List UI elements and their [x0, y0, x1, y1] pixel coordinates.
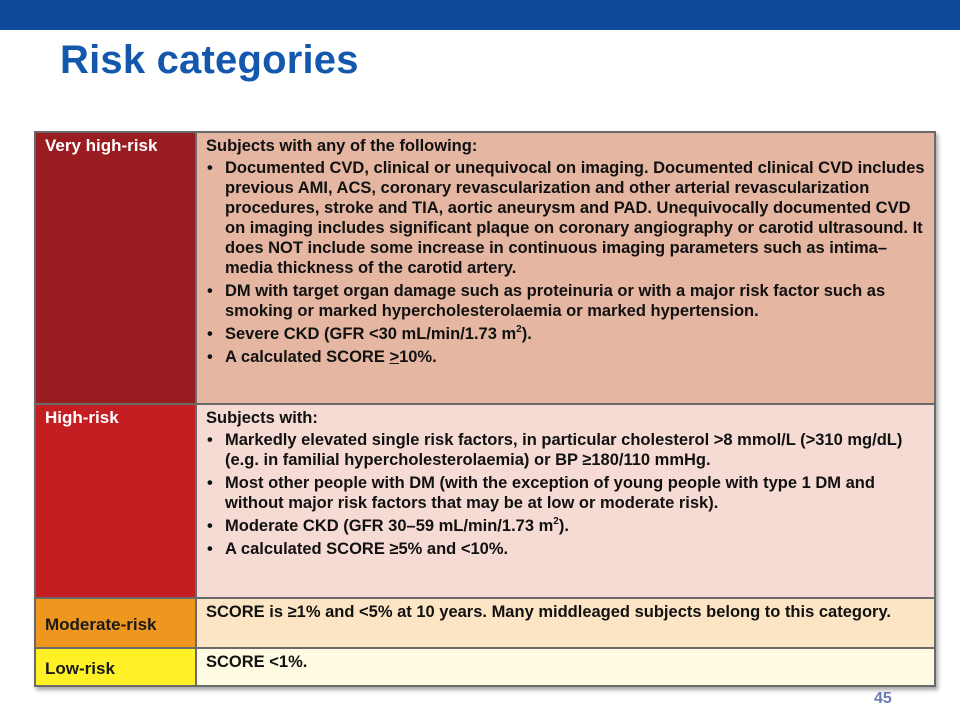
- description-intro: Subjects with:: [206, 409, 318, 427]
- bullet-icon: •: [207, 282, 213, 300]
- greater-equal-symbol: >: [389, 348, 400, 366]
- bullet-icon: •: [207, 431, 213, 449]
- bullet-icon: •: [207, 517, 213, 535]
- category-label: Very high-risk: [35, 132, 196, 404]
- table-row-high-risk: [35, 404, 935, 598]
- top-bar: [0, 0, 960, 30]
- criteria-list: [206, 430, 926, 559]
- bullet-icon: •: [207, 325, 213, 343]
- criteria-list: [206, 158, 926, 367]
- bullet-icon: •: [207, 540, 213, 558]
- page-number: 45: [874, 690, 892, 707]
- list-item: • A calculated SCORE ≥5% and <10%.: [207, 540, 509, 558]
- list-item: • Documented CVD, clinical or unequivocal on imaging. Documented clinical CVD includes previous AMI, ACS, coronary revascularization and other arterial revascularization procedures, stroke and TIA, aortic aneurysm and PAD. Unequivocally documented CVD on imaging includes significant plaque on coronary angiography or carotid ultrasound. It does NOT include some increase in continuous imaging parameters such as intima–media thickness of the carotid artery.: [207, 159, 925, 277]
- list-item: • DM with target organ damage such as proteinuria or with a major risk factor such as smoking or marked hypercholesterolaemia or marked hypertension.: [207, 282, 886, 320]
- category-description: SCORE is ≥1% and <5% at 10 years. Many middleaged subjects belong to this category.: [196, 598, 935, 648]
- description-intro: Subjects with any of the following:: [206, 137, 478, 155]
- list-item: • A calculated SCORE >10%.: [207, 348, 437, 366]
- bullet-icon: •: [207, 159, 213, 177]
- table-row-moderate-risk: [35, 598, 935, 648]
- table-row-very-high-risk: [35, 132, 935, 404]
- bullet-icon: •: [207, 348, 213, 366]
- category-label: Moderate-risk: [35, 598, 196, 648]
- list-item: • Markedly elevated single risk factors, in particular cholesterol >8 mmol/L (>310 mg/dL) (e.g. in familial hypercholesterolaemia) or BP ≥180/110 mmHg.: [207, 431, 903, 469]
- bullet-icon: •: [207, 474, 213, 492]
- category-description: [196, 132, 935, 404]
- category-description: [196, 404, 935, 598]
- category-label: Low-risk: [35, 648, 196, 686]
- list-item: • Severe CKD (GFR <30 mL/min/1.73 $m^2$).: [207, 323, 532, 343]
- risk-categories-table: [34, 131, 936, 687]
- slide-title: Risk categories: [60, 38, 359, 82]
- category-description: SCORE <1%.: [196, 648, 935, 686]
- category-label: High-risk: [35, 404, 196, 598]
- table-row-low-risk: [35, 648, 935, 686]
- list-item: • Most other people with DM (with the exception of young people with type 1 DM and without major risk factors that may be at low or moderate risk).: [207, 474, 875, 512]
- list-item: • Moderate CKD (GFR 30–59 mL/min/1.73 $m^2$).: [207, 515, 569, 535]
